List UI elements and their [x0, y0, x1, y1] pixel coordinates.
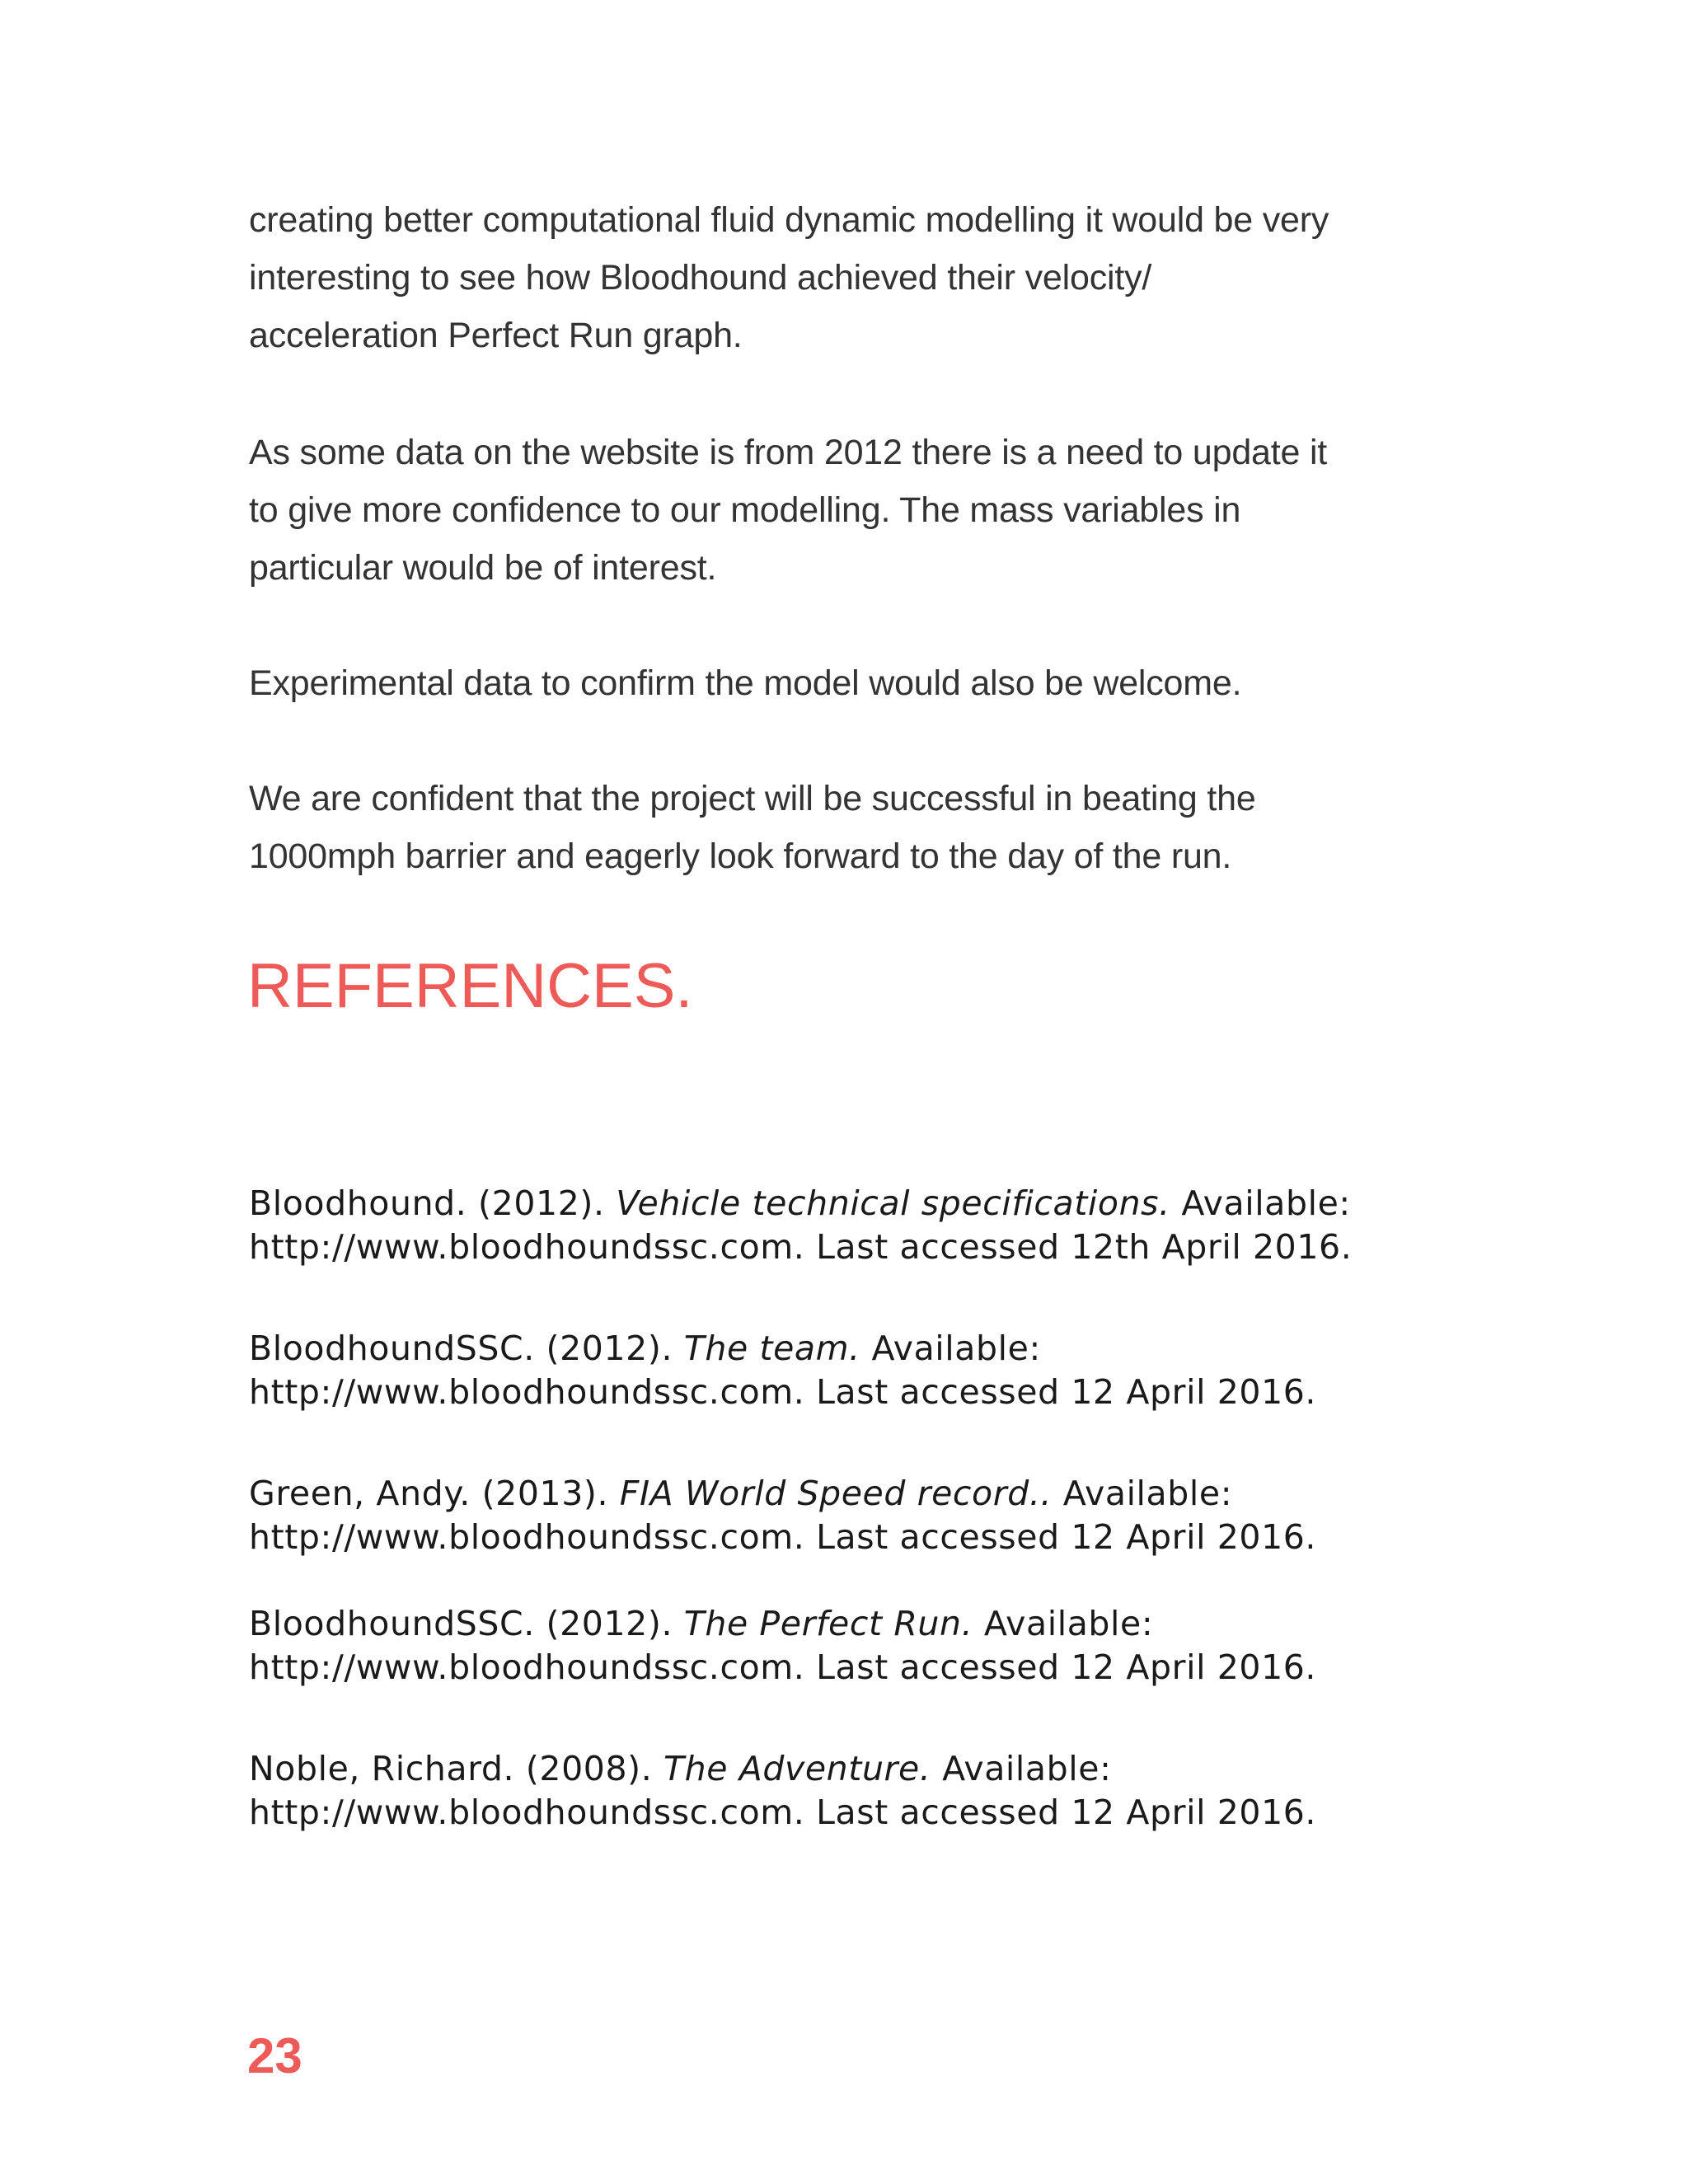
reference-title: The Adventure.	[663, 1749, 931, 1788]
reference-citation-line	[249, 1327, 1526, 1371]
reference-source: http://www.bloodhoundssc.com. Last accessed 12 April 2016.	[249, 1372, 1317, 1412]
reference-citation-line	[249, 1602, 1526, 1646]
reference-title: The Perfect Run.	[683, 1604, 973, 1643]
reference-author-year: BloodhoundSSC. (2012).	[249, 1604, 673, 1643]
reference-available-label: Available:	[983, 1604, 1154, 1643]
reference-available-label: Available:	[1181, 1183, 1351, 1223]
references-heading: REFERENCES.	[247, 951, 693, 1021]
body-paragraph-2	[249, 424, 1485, 597]
paragraph-line: As some data on the website is from 2012 there is a need to update it	[249, 433, 1328, 472]
reference-available-label: Available:	[942, 1749, 1112, 1788]
paragraph-line: creating better computational fluid dynamic modelling it would be very	[249, 200, 1329, 240]
paragraph-line: to give more confidence to our modelling. The mass variables in	[249, 490, 1241, 530]
body-paragraph-4	[249, 770, 1485, 885]
reference-available-label: Available:	[1062, 1474, 1233, 1513]
reference-item	[249, 1472, 1526, 1559]
body-paragraph-1	[249, 191, 1485, 364]
reference-citation-line	[249, 1472, 1526, 1516]
reference-citation-line	[249, 1182, 1526, 1226]
body-paragraph-3	[249, 654, 1485, 712]
reference-title: Vehicle technical specifications.	[616, 1183, 1170, 1223]
paragraph-line: interesting to see how Bloodhound achieved their velocity/	[249, 258, 1152, 298]
reference-author-year: BloodhoundSSC. (2012).	[249, 1329, 673, 1368]
reference-source: http://www.bloodhoundssc.com. Last accessed 12 April 2016.	[249, 1517, 1317, 1557]
paragraph-line: 1000mph barrier and eagerly look forward to the day of the run.	[249, 837, 1232, 876]
reference-author-year: Green, Andy. (2013).	[249, 1474, 609, 1513]
reference-item	[249, 1602, 1526, 1690]
reference-available-label: Available:	[871, 1329, 1041, 1368]
reference-citation-line	[249, 1747, 1526, 1791]
reference-source: http://www.bloodhoundssc.com. Last accessed 12th April 2016.	[249, 1227, 1353, 1267]
reference-source: http://www.bloodhoundssc.com. Last accessed 12 April 2016.	[249, 1793, 1317, 1832]
paragraph-line: acceleration Perfect Run graph.	[249, 316, 743, 355]
reference-item	[249, 1327, 1526, 1414]
page-number: 23	[247, 2028, 302, 2083]
paragraph-line: particular would be of interest.	[249, 548, 717, 588]
reference-title: FIA World Speed record..	[619, 1474, 1053, 1513]
reference-item	[249, 1747, 1526, 1835]
reference-title: The team.	[683, 1329, 860, 1368]
paragraph-line: We are confident that the project will be successful in beating the	[249, 779, 1256, 818]
reference-author-year: Noble, Richard. (2008).	[249, 1749, 653, 1788]
reference-item	[249, 1182, 1526, 1269]
reference-source: http://www.bloodhoundssc.com. Last accessed 12 April 2016.	[249, 1647, 1317, 1687]
paragraph-line: Experimental data to confirm the model would also be welcome.	[249, 663, 1242, 703]
reference-author-year: Bloodhound. (2012).	[249, 1183, 605, 1223]
